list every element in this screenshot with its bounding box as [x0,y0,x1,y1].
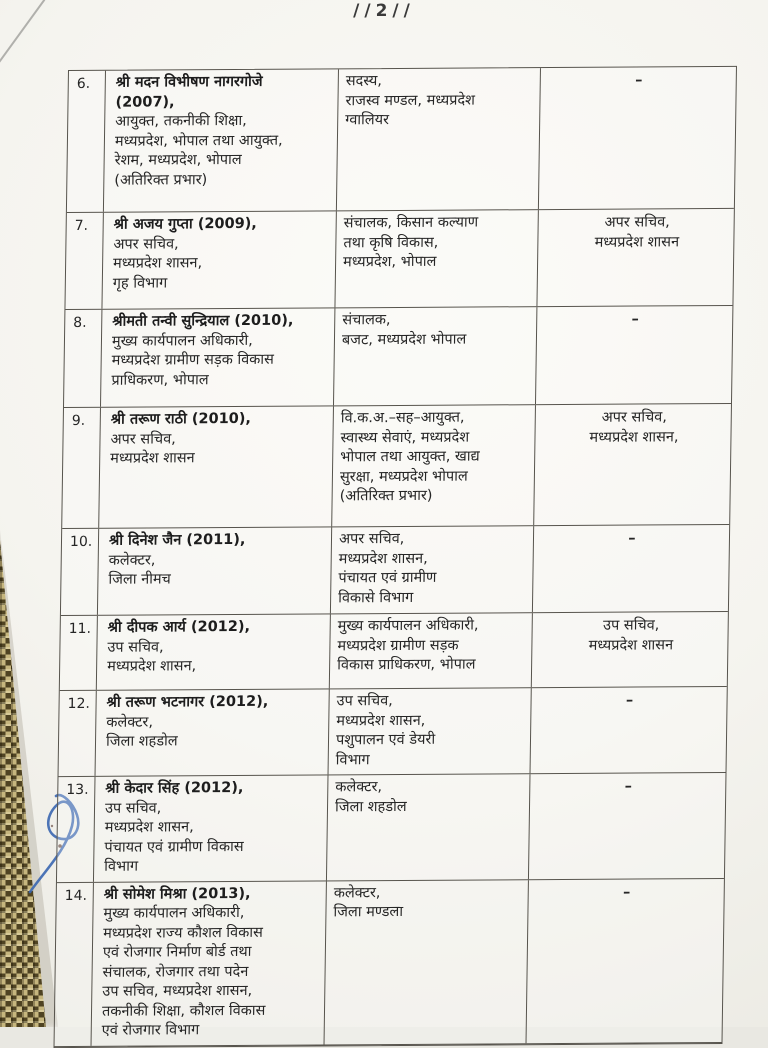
current-posting-line: जिला मण्डला [333,903,404,921]
current-posting-line: तथा कृषि विकास, [343,234,439,251]
cell-current-posting [331,526,534,613]
cell-current-posting [327,774,531,880]
cell-cadre-post [537,209,733,306]
officer-name-line: श्री तरूण भटनागर (2012), [106,693,269,711]
officer-detail-line: कलेक्टर, [106,713,154,731]
cell-current-posting [335,210,538,307]
cell-officer-details [102,211,336,308]
current-posting-line: संचालक, किसान कल्याण [343,214,479,232]
officer-detail-line: मध्यप्रदेश शासन, [107,658,197,675]
officer-detail-line: जिला नीमच [108,571,171,588]
current-posting-line: (अतिरिक्त प्रभार) [339,487,433,505]
cadre-post-line: अपर सचिव, [604,214,670,231]
cell-serial-number: 10. [61,529,99,615]
table-row [65,209,733,310]
cadre-post-line: – [622,884,632,901]
cell-current-posting [337,68,541,210]
cell-serial-number: 9. [62,408,101,528]
cadre-post-line: मध्यप्रदेश शासन, [589,428,679,446]
officer-detail-line: एवं रोजगार निर्माण बोर्ड तथा [102,943,252,961]
officer-detail-line: रेशम, मध्यप्रदेश, भोपाल [114,151,242,169]
cell-current-posting [329,688,532,774]
table-row [62,404,731,529]
current-posting-line: राजस्व मण्डल, मध्यप्रदेश [345,92,476,109]
officer-name-line: श्री दीपक आर्य (2012), [107,618,251,636]
officer-detail-line: एवं रोजगार विभाग [101,1022,200,1039]
cell-cadre-post [539,67,736,209]
officer-postings-table [53,66,736,1048]
officer-detail-line: मुख्य कार्यपालन अधिकारी, [103,904,245,922]
table-row [64,306,732,408]
cell-cadre-post [534,404,731,525]
current-posting-line: पशुपालन एवं डेयरी [335,731,436,749]
officer-name-line: (2007), [115,93,175,111]
officer-detail-line: मध्यप्रदेश ग्रामीण सड़क विकास [111,351,275,369]
cadre-post-line: – [628,530,637,547]
current-posting-line: स्वास्थ्य सेवाएं, मध्यप्रदेश [340,429,470,446]
current-posting-line: मध्यप्रदेश शासन, [336,712,426,729]
officer-detail-line: मध्यप्रदेश शासन, [113,255,203,272]
page-number-marker: //2// [353,1,415,21]
officer-detail-line: (अतिरिक्त प्रभार) [114,171,208,189]
officer-detail-line: गृह विभाग [112,274,168,292]
officer-detail-line: संचालक, रोजगार तथा पदेन [102,963,249,981]
cell-officer-details [92,881,327,1045]
current-posting-line: ग्वालियर [345,112,390,129]
cell-officer-details [94,775,329,881]
current-posting-line: संचालक, [342,312,391,329]
officer-detail-line: आयुक्त, तकनीकी शिक्षा, [115,112,247,130]
current-posting-line: सुरक्षा, मध्यप्रदेश भोपाल [339,468,468,485]
officer-detail-line: अपर सचिव, [113,235,179,253]
current-posting-line: मध्यप्रदेश शासन, [338,550,428,567]
cell-officer-details [98,527,332,614]
officer-detail-line: अपर सचिव, [110,430,176,448]
current-posting-line: जिला शहडोल [334,798,407,815]
current-posting-line: पंचायत एवं ग्रामीण [338,569,437,587]
cadre-post-line: – [631,311,640,328]
officer-detail-line: मध्यप्रदेश शासन, [104,819,194,836]
officer-detail-line: मुख्य कार्यपालन अधिकारी, [111,332,253,350]
officer-name-line: श्री तरूण राठी (2010), [110,410,252,428]
officer-name-line: श्री मदन विभीषण नागरगोजे [115,73,263,91]
cell-serial-number: 8. [64,310,102,407]
officer-name-line: श्री अजय गुप्ता (2009), [113,215,258,233]
cell-officer-details [104,69,339,211]
table-row [67,67,736,213]
cell-cadre-post [533,525,729,612]
table-row [55,879,724,1047]
cell-serial-number: 7. [65,213,103,309]
table-row [61,525,729,616]
officer-detail-line: उप सचिव, मध्यप्रदेश शासन, [102,982,253,1000]
cell-serial-number: 11. [60,616,98,690]
cadre-post-line: – [625,692,635,709]
cell-serial-number: 12. [59,691,97,776]
cell-serial-number: 13. [57,777,96,882]
officer-detail-line: तकनीकी शिक्षा, कौशल विकास [101,1002,266,1020]
table-row [59,687,727,777]
current-posting-line: मध्यप्रदेश ग्रामीण सड़क [337,637,459,654]
current-posting-line: मुख्य कार्यपालन अधिकारी, [337,617,479,635]
officer-name-line: श्री केदार सिंह (2012), [105,779,244,797]
cell-officer-details [97,614,331,689]
officer-detail-line: जिला शहडोल [105,733,178,750]
current-posting-line: वि.क.अ.–सह–आयुक्त, [340,409,465,427]
current-posting-line: कलेक्टर, [335,779,383,796]
officer-detail-line: मध्यप्रदेश शासन [110,450,195,467]
cadre-post-line: उप सचिव, [602,617,660,634]
current-posting-line: बजट, मध्यप्रदेश भोपाल [341,331,467,348]
cadre-post-line: – [624,778,634,795]
cadre-post-line: मध्यप्रदेश शासन [588,636,674,654]
cell-serial-number: 6. [67,71,106,212]
officer-detail-line: मध्यप्रदेश राज्य कौशल विकास [103,924,263,942]
officer-detail-line: मध्यप्रदेश, भोपाल तथा आयुक्त, [114,132,283,150]
cell-officer-details [99,406,334,527]
officer-name-line: श्रीमती तन्वी सुन्द्रियाल (2010), [112,312,294,330]
officer-detail-line: कलेक्टर, [108,551,156,569]
officer-detail-line: प्राधिकरण, भोपाल [111,371,209,389]
current-posting-line: विकास प्राधिकरण, भोपाल [337,656,476,674]
current-posting-line: कलेक्टर, [333,884,381,901]
current-posting-line: विकासे विभाग [338,589,414,606]
officer-detail-line: विभाग [104,858,139,875]
table-row [57,773,726,883]
cell-current-posting [330,613,533,688]
cell-cadre-post [532,612,728,687]
current-posting-line: उप सचिव, [336,693,393,710]
current-posting-line: अपर सचिव, [338,530,405,548]
cell-cadre-post [527,879,724,1043]
current-posting-line: सदस्य, [345,73,383,90]
cell-cadre-post [531,687,727,773]
cell-current-posting [334,307,537,405]
cell-officer-details [96,689,330,775]
cell-cadre-post [529,773,726,879]
cell-current-posting [325,880,529,1044]
current-posting-line: विभाग [335,751,370,768]
cell-current-posting [332,405,536,526]
officer-detail-line: उप सचिव, [107,638,164,656]
cadre-post-line: मध्यप्रदेश शासन [594,233,680,251]
current-posting-line: भोपाल तथा आयुक्त, खाद्य [340,448,480,466]
cell-cadre-post [536,306,732,404]
cadre-post-line: अपर सचिव, [601,409,668,426]
officer-name-line: श्री दिनेश जैन (2011), [108,531,246,549]
officer-detail-line: पंचायत एवं ग्रामीण विकास [104,838,244,856]
cell-officer-details [101,308,335,406]
officer-name-line: श्री सोमेश मिश्रा (2013), [103,885,251,903]
current-posting-line: मध्यप्रदेश, भोपाल [342,253,437,271]
cadre-post-line: – [635,72,644,89]
table-row [60,612,728,691]
cell-serial-number: 14. [55,882,94,1045]
officer-detail-line: उप सचिव, [104,799,162,817]
